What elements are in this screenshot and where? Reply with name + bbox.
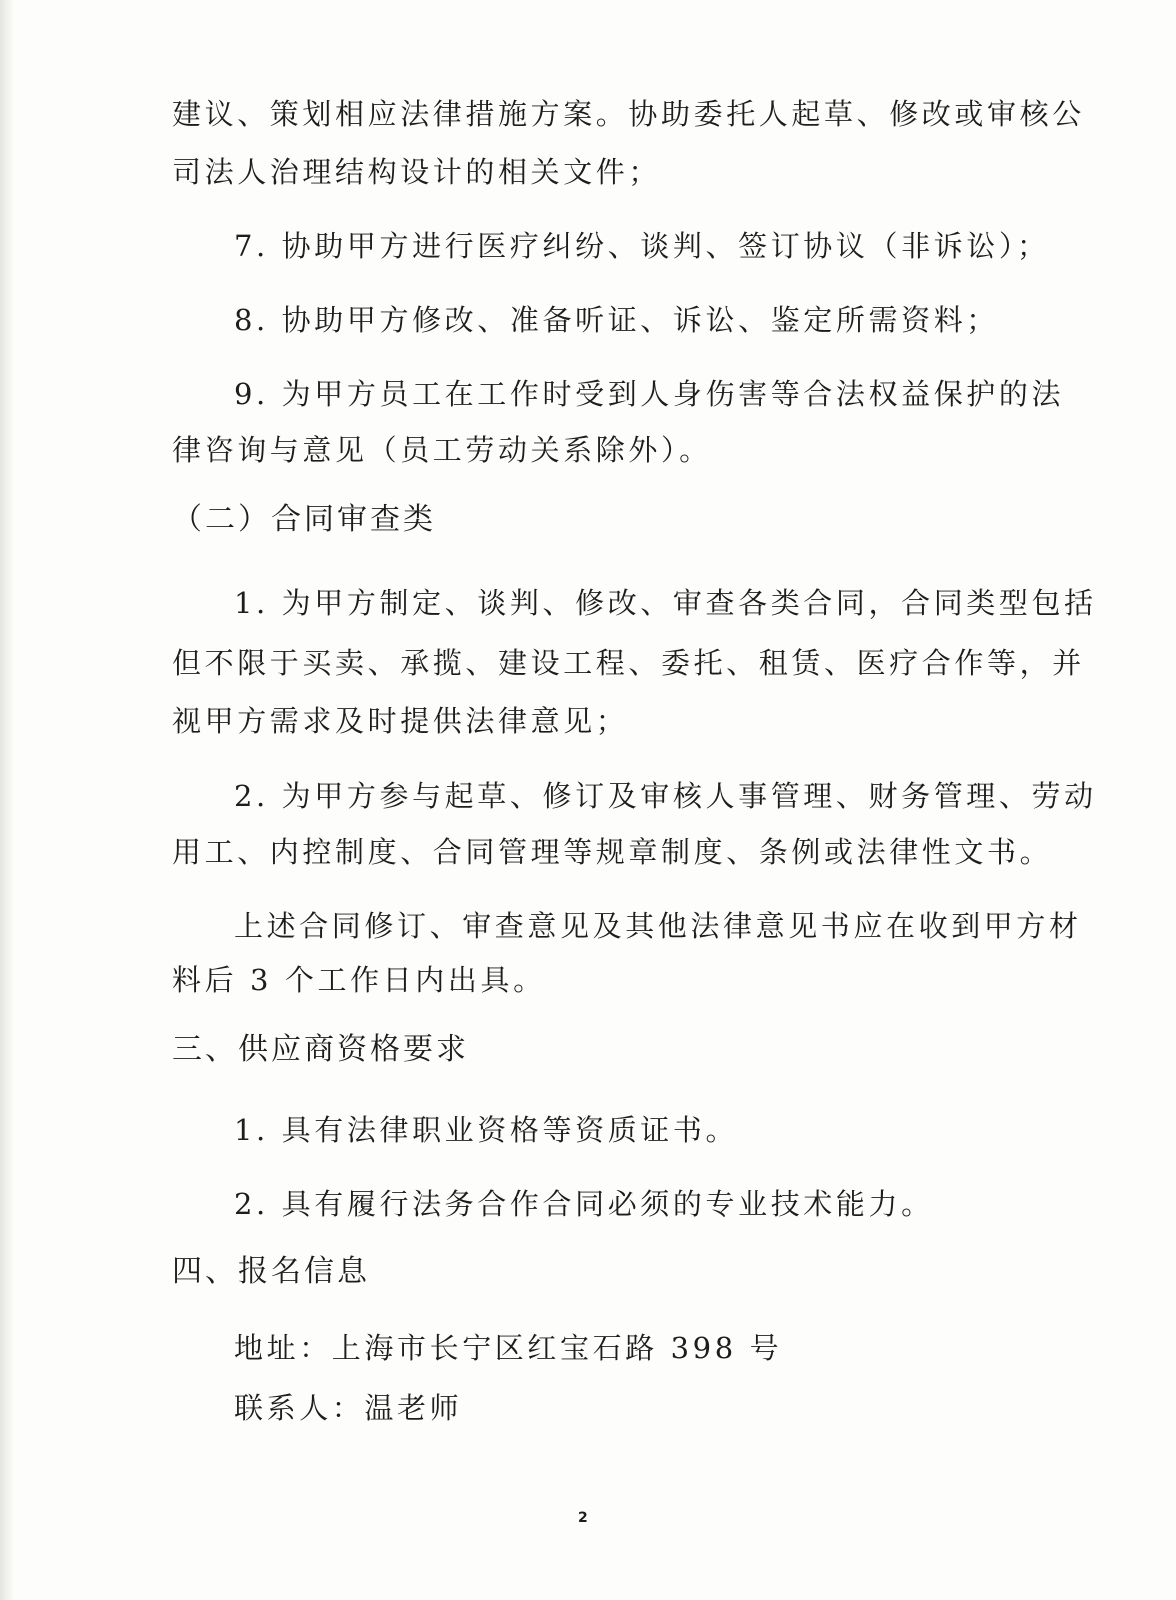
paragraph-line: 用工、内控制度、合同管理等规章制度、条例或法律性文书。 [172, 835, 1053, 869]
list-item-2: 2. 为甲方参与起草、修订及审核人事管理、财务管理、劳动 [234, 779, 1097, 813]
scan-edge [0, 0, 14, 1600]
paragraph-line: 视甲方需求及时提供法律意见； [172, 704, 629, 738]
paragraph-line: 建议、策划相应法律措施方案。协助委托人起草、修改或审核公 [172, 97, 1085, 131]
list-item-8: 8. 协助甲方修改、准备听证、诉讼、鉴定所需资料； [234, 303, 999, 337]
contact-line: 联系人：温老师 [234, 1391, 463, 1425]
paragraph-line: 上述合同修订、审查意见及其他法律意见书应在收到甲方材 [234, 909, 1082, 943]
list-item-7: 7. 协助甲方进行医疗纠纷、谈判、签订协议（非诉讼）； [234, 229, 1050, 263]
paragraph-line: 但不限于买卖、承揽、建设工程、委托、租赁、医疗合作等，并 [172, 646, 1085, 680]
address-line: 地址：上海市长宁区红宝石路 398 号 [234, 1331, 783, 1365]
paragraph-line: 料后 3 个工作日内出具。 [172, 963, 546, 997]
section-heading-supplier-requirements: 三、供应商资格要求 [172, 1032, 469, 1067]
section-heading-contract-review: （二）合同审查类 [172, 502, 436, 537]
list-item-1: 1. 为甲方制定、谈判、修改、审查各类合同，合同类型包括 [234, 586, 1097, 620]
page-number: 2 [578, 1510, 588, 1526]
requirement-item-1: 1. 具有法律职业资格等资质证书。 [234, 1113, 739, 1147]
paragraph-line: 司法人治理结构设计的相关文件； [172, 155, 662, 189]
list-item-9: 9. 为甲方员工在工作时受到人身伤害等合法权益保护的法 [234, 377, 1065, 411]
paragraph-line: 律咨询与意见（员工劳动关系除外）。 [172, 433, 712, 467]
section-heading-registration-info: 四、报名信息 [172, 1254, 370, 1289]
requirement-item-2: 2. 具有履行法务合作合同必须的专业技术能力。 [234, 1187, 934, 1221]
